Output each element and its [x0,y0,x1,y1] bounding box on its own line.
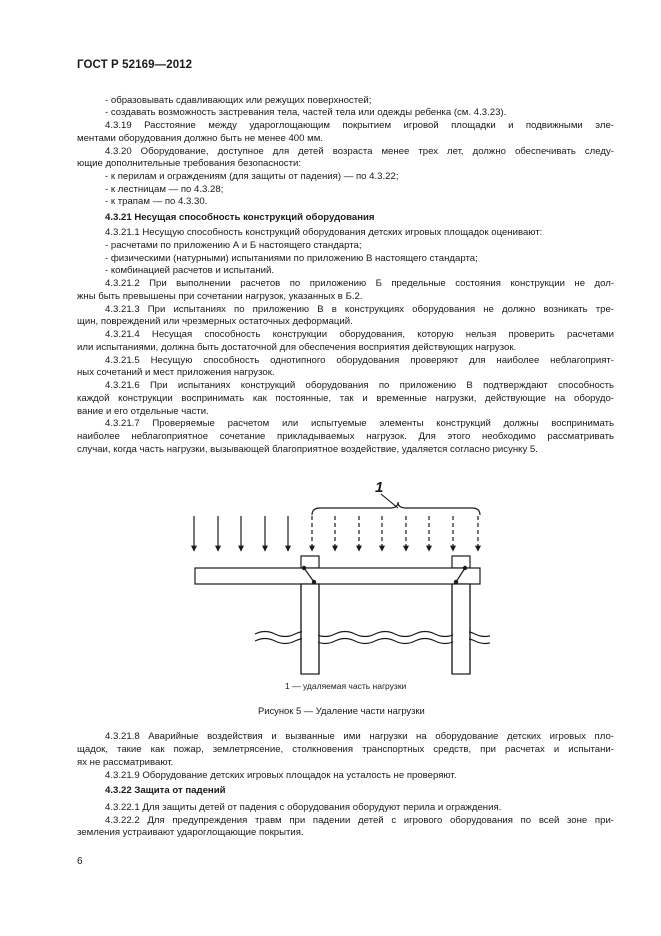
figure-caption: Рисунок 5 — Удаление части нагрузки [258,705,425,716]
text-line: жны быть превышены при сочетании нагрузок, указанных в Б.2. [77,291,363,302]
text-line: земления устраивают удароглощающие покрытия. [77,827,304,838]
text-line: 4.3.21.5 Несущую способность однотипного оборудования проверяют для наиболее неблагоприят- [105,355,614,366]
text-line: вание и его отдельные части. [77,406,209,417]
permanent-load-arrows [194,516,288,551]
text-line: 4.3.21.8 Аварийные воздействия и вызванные ими нагрузки на оборудование детских игровых пло- [105,731,614,742]
figure-load-removal [180,468,490,678]
text-line: - к перилам и ограждениям (для защиты от падения) — по 4.3.22; [105,171,399,182]
text-line: - расчетами по приложению А и Б настоящего стандарта; [105,240,362,251]
text-line: случаи, когда часть нагрузки, вызывающей благоприятное воздействие, удаляется согласно рисунку 5. [77,444,538,455]
callout-leader [381,494,398,508]
text-line: - образовывать сдавливающих или режущих поверхностей; [105,95,372,106]
text-line: 4.3.19 Расстояние между удароглощающим покрытием игровой площадки и подвижными эле- [105,120,614,131]
section-heading: 4.3.21 Несущая способность конструкций оборудования [105,212,375,223]
text-line: 4.3.21.6 При испытаниях конструкций оборудования по приложению В подтверждают способность [105,380,614,391]
text-line: - к лестницам — по 4.3.28; [105,184,224,195]
text-line: 4.3.21.4 Несущая способность конструкции оборудования, которую нельзя проверить расчетами [105,329,614,340]
figure-legend: 1 — удаляемая часть нагрузки [285,681,407,691]
post-right-mask [453,628,469,646]
text-line: 4.3.21.1 Несущую способность конструкций оборудования детских игровых площадок оценивают: [105,227,543,238]
text-line: 4.3.22.1 Для защиты детей от падения с оборудования оборудуют перила и ограждения. [105,802,502,813]
removed-load-brace [312,502,480,515]
text-line: 4.3.21.2 При выполнении расчетов по приложению Б предельные состояния конструкции не дол- [105,278,614,289]
text-line: или испытаниями, должна быть достаточной для обеспечения восприятия действующих нагрузок. [77,342,517,353]
text-line: каждой конструкции воспринимать как постоянные, так и временные нагрузки, действующие на оборудо- [77,393,614,404]
text-line: 4.3.22.2 Для предупреждения травм при падении детей с игрового оборудования по всей зоне при- [105,815,614,826]
text-line: 4.3.20 Оборудование, доступное для детей возраста менее трех лет, должно обеспечивать следу- [105,146,614,157]
section-heading: 4.3.22 Защита от падений [105,785,226,796]
page-number: 6 [77,856,83,867]
text-line: 4.3.21.9 Оборудование детских игровых площадок на усталость не проверяют. [105,770,457,781]
text-line: 4.3.21.7 Проверяемые расчетом или испытуемые элементы конструкций должны воспринимать [105,418,614,429]
post-right-top [452,556,470,568]
text-line: щадок, такие как пожар, землетрясение, столкновения транспортных средств, при расчетах и испытани- [77,744,614,755]
text-line: ях не рассматривают. [77,757,174,768]
removed-load-arrows [312,516,478,551]
document-header: ГОСТ Р 52169—2012 [77,59,193,71]
callout-number: 1 [375,479,384,496]
post-left-mask [302,628,318,646]
beam [195,568,480,584]
text-line: - создавать возможность застревания тела, частей тела или одежды ребенка (см. 4.3.23). [105,107,507,118]
text-line: - физическими (натурными) испытаниями по приложению В настоящего стандарта; [105,253,478,264]
text-line: - комбинацией расчетов и испытаний. [105,265,275,276]
text-line: ментами оборудования должно быть не менее 400 мм. [77,133,323,144]
text-line: - к трапам — по 4.3.30. [105,196,208,207]
text-line: ных сочетаний и мест приложения нагрузок. [77,367,275,378]
text-line: щин, повреждений или чрезмерных остаточных деформаций. [77,316,353,327]
text-line: наиболее неблагоприятное сочетание прикладываемых нагрузок. Для этого необходимо рассматривать [77,431,614,442]
text-line: 4.3.21.3 При испытаниях по приложению В в конструкциях оборудования не должно возникать тре- [105,304,614,315]
text-line: ющие дополнительные требования безопасности: [77,158,301,169]
